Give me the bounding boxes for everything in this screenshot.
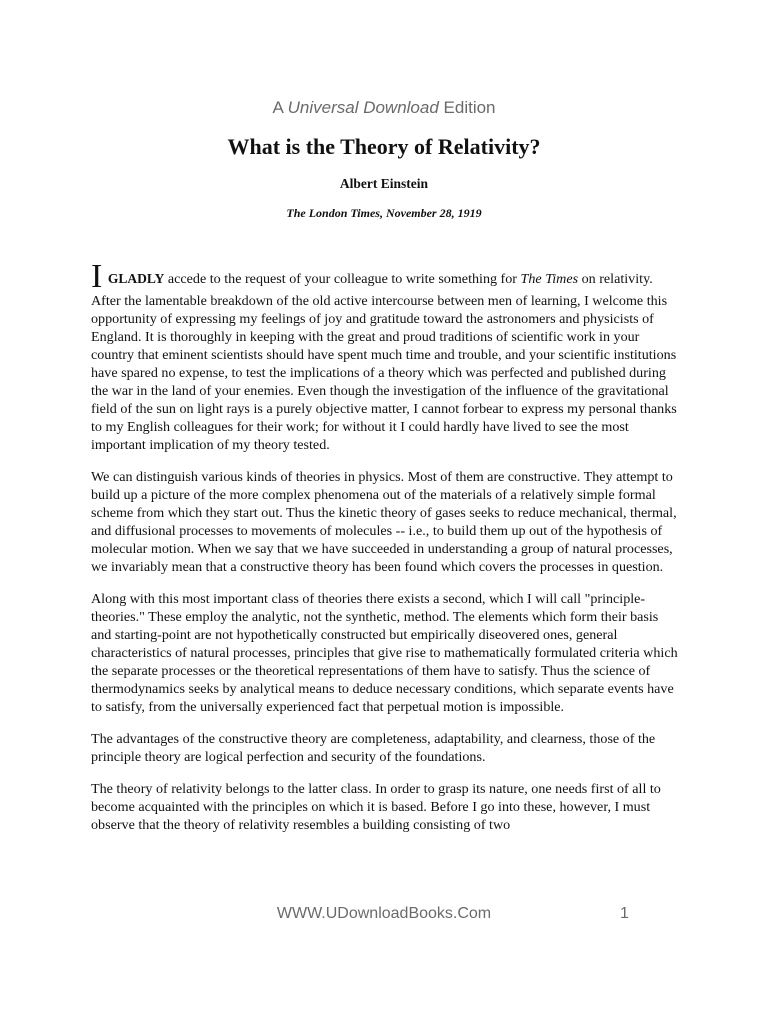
page-number: 1 bbox=[620, 905, 629, 922]
edition-line bbox=[0, 98, 768, 118]
lead-word: GLADLY bbox=[107, 271, 165, 286]
paragraph-1 bbox=[91, 258, 681, 454]
footer-url: WWW.UDownloadBooks.Com bbox=[276, 905, 492, 922]
paragraph-4: The advantages of the constructive theory are completeness, adaptability, and clearness, those of the principle theory are logical perfection and security of the foundations. bbox=[91, 731, 656, 765]
paragraph-1-text-a: accede to the request of your colleague to write something for bbox=[164, 271, 521, 287]
paragraph-3: Along with this most important class of theories there exists a second, which I will call "principle-theories." These employ the analytic, not the synthetic, method. The elements which form their basis and starting-point are not hypothetically constructed but empirically diseovered ones, general characteristics of natural processes, principles that give rise to mathematically formulated criteria which the separate processes or the theoretical representations of them have to satisfy. Thus the science of thermodynamics seeks by analytical means to deduce necessary conditions, which separate events have to satisfy, from the universally experienced fact that perpetual motion is impossible. bbox=[91, 591, 678, 715]
paragraph-2: We can distinguish various kinds of theories in physics. Most of them are constructive. They attempt to build up a picture of the more complex phenomena out of the materials of a relatively simple formal scheme from which they start out. Thus the kinetic theory of gases seeks to reduce mechanical, thermal, and diffusional processes to movements of molecules -- i.e., to build them up out of the hypothesis of molecular motion. When we say that we have succeeded in understanding a group of natural processes, we invariably mean that a constructive theory has been found which covers the processes in question. bbox=[91, 469, 677, 575]
edition-brand: Universal Download bbox=[287, 98, 439, 117]
page-title: What is the Theory of Relativity? bbox=[227, 134, 541, 159]
drop-cap: I bbox=[91, 258, 103, 295]
author-name: Albert Einstein bbox=[339, 176, 429, 191]
paragraph-1-text-b: on relativity. After the lamentable breakdown of the old active intercourse between men of learning, I welcome this opportunity of expressing my feelings of joy and gratitude toward the astronomers and physicists of England. It is thoroughly in keeping with the great and proud traditions of scientific work in your country that eminent scientists should have spent much time and trouble, and your scientific institutions have spared no expense, to test the implications of a theory which was perfected and published during the war in the land of your enemies. Even though the investigation of the influence of the gravitational field of the sun on light rays is a purely objective matter, I cannot forbear to express my personal thanks to my English colleagues for their work; for without it I could hardly have lived to see the most important implication of my theory tested. bbox=[91, 271, 677, 453]
paragraph-5: The theory of relativity belongs to the latter class. In order to grasp its nature, one needs first of all to become acquainted with the principles on which it is based. Before I go into these, however, I must observe that the theory of relativity resembles a building consisting of two bbox=[91, 781, 661, 833]
article-body bbox=[91, 258, 681, 848]
source-citation: The London Times, November 28, 1919 bbox=[286, 206, 482, 220]
edition-prefix: A bbox=[272, 98, 288, 117]
paragraph-1-italic: The Times bbox=[520, 271, 579, 287]
edition-suffix: Edition bbox=[438, 98, 496, 117]
